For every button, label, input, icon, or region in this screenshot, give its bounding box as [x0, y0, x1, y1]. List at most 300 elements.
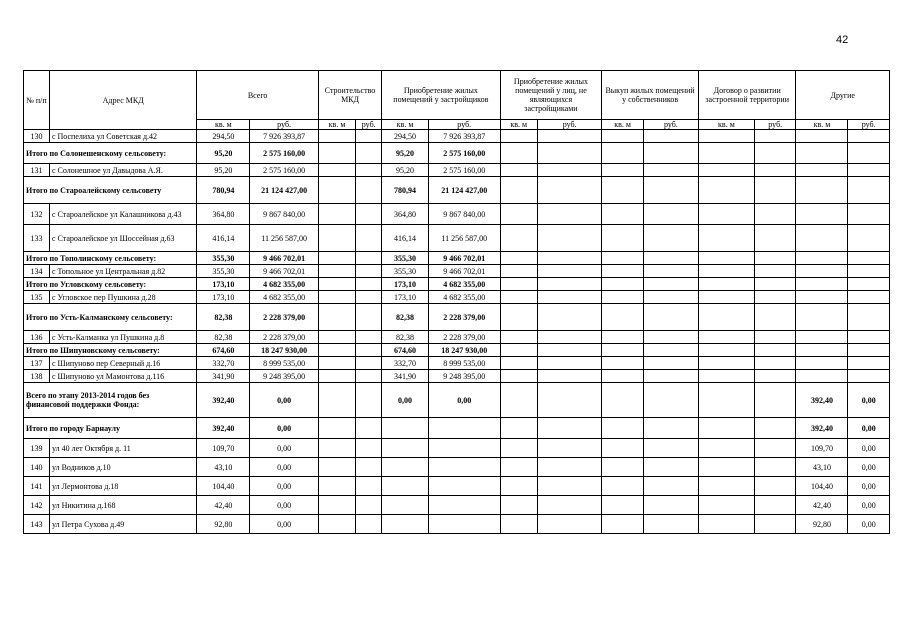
construction-area-cell: [318, 383, 355, 418]
address-cell: с Усть-Калманка ул Пушкина д.8: [49, 331, 196, 344]
other-rub-cell: [848, 357, 890, 370]
construction-rub-cell: [356, 331, 382, 344]
buyout-rub-cell: [643, 458, 698, 477]
other-rub-cell: [848, 291, 890, 304]
total-rub-cell: 2 228 379,00: [250, 331, 319, 344]
unit-rub: руб.: [428, 120, 500, 130]
unit-area: кв. м: [796, 120, 848, 130]
agreement-area-cell: [698, 515, 754, 534]
developer-rub-cell: 0,00: [428, 383, 500, 418]
total-rub-cell: 4 682 355,00: [250, 291, 319, 304]
non-developer-area-cell: [500, 477, 537, 496]
total-rub-cell: 21 124 427,00: [250, 177, 319, 204]
subtotal-label: Всего по этапу 2013-2014 годов без финансовой поддержки Фонда:: [24, 383, 197, 418]
subtotal-label: Итого по Усть-Калманскому сельсовету:: [24, 304, 197, 331]
developer-area-cell: 95,20: [382, 143, 429, 164]
subtotal-label: Итого по городу Барнаулу: [24, 418, 197, 439]
non-developer-rub-cell: [537, 304, 601, 331]
developer-area-cell: 95,20: [382, 164, 429, 177]
buyout-area-cell: [602, 344, 644, 357]
non-developer-rub-cell: [537, 225, 601, 252]
agreement-rub-cell: [754, 370, 796, 383]
other-rub-cell: [848, 164, 890, 177]
developer-area-cell: 674,60: [382, 344, 429, 357]
non-developer-area-cell: [500, 439, 537, 458]
buyout-area-cell: [602, 177, 644, 204]
other-area-cell: 109,70: [796, 439, 848, 458]
other-area-cell: [796, 265, 848, 278]
unit-rub: руб.: [356, 120, 382, 130]
address-cell: ул Лермонтова д.18: [49, 477, 196, 496]
total-area-cell: 42,40: [197, 496, 250, 515]
table-row: [24, 477, 890, 496]
total-area-cell: 95,20: [197, 164, 250, 177]
address-cell: с Поспелиха ул Советская д.42: [49, 130, 196, 143]
address-cell: с Шипуново ул Мамонтова д.116: [49, 370, 196, 383]
total-rub-cell: 9 466 702,01: [250, 252, 319, 265]
buyout-rub-cell: [643, 331, 698, 344]
header-address: Адрес МКД: [49, 71, 196, 130]
construction-area-cell: [318, 344, 355, 357]
developer-rub-cell: [428, 458, 500, 477]
total-rub-cell: 0,00: [250, 383, 319, 418]
non-developer-rub-cell: [537, 370, 601, 383]
subtotal-row: [24, 344, 890, 357]
address-cell: ул Водников д.10: [49, 458, 196, 477]
construction-rub-cell: [356, 439, 382, 458]
unit-area: кв. м: [318, 120, 355, 130]
developer-rub-cell: 4 682 355,00: [428, 278, 500, 291]
developer-area-cell: 82,38: [382, 331, 429, 344]
non-developer-area-cell: [500, 225, 537, 252]
unit-area: кв. м: [602, 120, 644, 130]
developer-area-cell: 355,30: [382, 265, 429, 278]
developer-rub-cell: [428, 477, 500, 496]
total-rub-cell: 0,00: [250, 418, 319, 439]
developer-rub-cell: 2 575 160,00: [428, 164, 500, 177]
agreement-rub-cell: [754, 225, 796, 252]
total-area-cell: 332,70: [197, 357, 250, 370]
developer-rub-cell: [428, 496, 500, 515]
unit-area: кв. м: [500, 120, 537, 130]
developer-area-cell: 294,50: [382, 130, 429, 143]
header-other: Другие: [796, 71, 890, 120]
table-row: [24, 265, 890, 278]
total-rub-cell: 0,00: [250, 458, 319, 477]
construction-area-cell: [318, 143, 355, 164]
non-developer-area-cell: [500, 357, 537, 370]
developer-rub-cell: 18 247 930,00: [428, 344, 500, 357]
total-area-cell: 294,50: [197, 130, 250, 143]
address-cell: с Топольное ул Центральная д.82: [49, 265, 196, 278]
buyout-area-cell: [602, 418, 644, 439]
developer-area-cell: 82,38: [382, 304, 429, 331]
buyout-rub-cell: [643, 304, 698, 331]
buyout-rub-cell: [643, 265, 698, 278]
total-area-cell: 355,30: [197, 265, 250, 278]
other-area-cell: [796, 357, 848, 370]
developer-area-cell: [382, 496, 429, 515]
developer-area-cell: [382, 515, 429, 534]
construction-rub-cell: [356, 291, 382, 304]
total-area-cell: 109,70: [197, 439, 250, 458]
buyout-rub-cell: [643, 439, 698, 458]
buyout-rub-cell: [643, 357, 698, 370]
developer-rub-cell: 2 228 379,00: [428, 331, 500, 344]
agreement-rub-cell: [754, 344, 796, 357]
construction-rub-cell: [356, 477, 382, 496]
agreement-area-cell: [698, 496, 754, 515]
other-rub-cell: 0,00: [848, 496, 890, 515]
buyout-area-cell: [602, 477, 644, 496]
developer-rub-cell: 4 682 355,00: [428, 291, 500, 304]
header-buyout: Выкуп жилых помещений у собственников: [602, 71, 699, 120]
construction-rub-cell: [356, 496, 382, 515]
other-area-cell: 92,80: [796, 515, 848, 534]
non-developer-area-cell: [500, 164, 537, 177]
non-developer-area-cell: [500, 265, 537, 278]
construction-area-cell: [318, 357, 355, 370]
construction-area-cell: [318, 252, 355, 265]
developer-area-cell: 416,14: [382, 225, 429, 252]
developer-area-cell: [382, 458, 429, 477]
row-number: 139: [24, 439, 50, 458]
page-number: 42: [836, 34, 849, 46]
buyout-rub-cell: [643, 225, 698, 252]
developer-area-cell: [382, 418, 429, 439]
agreement-area-cell: [698, 383, 754, 418]
agreement-area-cell: [698, 418, 754, 439]
other-rub-cell: [848, 265, 890, 278]
total-rub-cell: 2 575 160,00: [250, 143, 319, 164]
row-number: 130: [24, 130, 50, 143]
developer-rub-cell: 9 466 702,01: [428, 252, 500, 265]
agreement-rub-cell: [754, 177, 796, 204]
non-developer-rub-cell: [537, 143, 601, 164]
buyout-rub-cell: [643, 130, 698, 143]
buyout-area-cell: [602, 130, 644, 143]
developer-rub-cell: 9 867 840,00: [428, 204, 500, 225]
other-area-cell: 43,10: [796, 458, 848, 477]
row-number: 135: [24, 291, 50, 304]
agreement-area-cell: [698, 458, 754, 477]
non-developer-area-cell: [500, 304, 537, 331]
unit-rub: руб.: [643, 120, 698, 130]
developer-area-cell: [382, 439, 429, 458]
total-area-cell: 355,30: [197, 252, 250, 265]
construction-rub-cell: [356, 357, 382, 370]
total-rub-cell: 8 999 535,00: [250, 357, 319, 370]
unit-rub: руб.: [250, 120, 319, 130]
agreement-rub-cell: [754, 278, 796, 291]
table-row: [24, 331, 890, 344]
buyout-rub-cell: [643, 204, 698, 225]
construction-rub-cell: [356, 252, 382, 265]
construction-rub-cell: [356, 225, 382, 252]
buyout-rub-cell: [643, 143, 698, 164]
non-developer-rub-cell: [537, 130, 601, 143]
other-area-cell: [796, 370, 848, 383]
non-developer-area-cell: [500, 177, 537, 204]
construction-rub-cell: [356, 383, 382, 418]
other-area-cell: [796, 177, 848, 204]
buyout-area-cell: [602, 278, 644, 291]
table-row: [24, 458, 890, 477]
agreement-area-cell: [698, 439, 754, 458]
buyout-area-cell: [602, 458, 644, 477]
other-area-cell: 104,40: [796, 477, 848, 496]
other-rub-cell: [848, 370, 890, 383]
total-area-cell: 392,40: [197, 418, 250, 439]
header-acquisition-developers: Приобретение жилых помещений у застройщиков: [382, 71, 500, 120]
buyout-area-cell: [602, 439, 644, 458]
other-area-cell: [796, 130, 848, 143]
non-developer-area-cell: [500, 458, 537, 477]
total-area-cell: 82,38: [197, 331, 250, 344]
developer-rub-cell: 11 256 587,00: [428, 225, 500, 252]
unit-rub: руб.: [537, 120, 601, 130]
buyout-area-cell: [602, 291, 644, 304]
construction-rub-cell: [356, 265, 382, 278]
agreement-rub-cell: [754, 458, 796, 477]
subtotal-row: [24, 177, 890, 204]
construction-area-cell: [318, 439, 355, 458]
total-rub-cell: 0,00: [250, 515, 319, 534]
buyout-area-cell: [602, 204, 644, 225]
developer-area-cell: 173,10: [382, 291, 429, 304]
address-cell: с Староалейское ул Шоссейная д.63: [49, 225, 196, 252]
construction-rub-cell: [356, 143, 382, 164]
table-row: [24, 204, 890, 225]
other-area-cell: [796, 143, 848, 164]
agreement-area-cell: [698, 344, 754, 357]
other-area-cell: [796, 304, 848, 331]
construction-area-cell: [318, 130, 355, 143]
other-area-cell: [796, 164, 848, 177]
construction-area-cell: [318, 265, 355, 278]
address-cell: ул Никитина д.168: [49, 496, 196, 515]
other-rub-cell: 0,00: [848, 458, 890, 477]
developer-area-cell: 173,10: [382, 278, 429, 291]
total-rub-cell: 9 466 702,01: [250, 265, 319, 278]
address-cell: ул Петра Сухова д.49: [49, 515, 196, 534]
table-row: [24, 225, 890, 252]
row-number: 138: [24, 370, 50, 383]
header-acquisition-non-developers: Приобретение жилых помещений у лиц, не являющихся застройщиками: [500, 71, 602, 120]
non-developer-rub-cell: [537, 177, 601, 204]
total-area-cell: 674,60: [197, 344, 250, 357]
buyout-rub-cell: [643, 418, 698, 439]
agreement-rub-cell: [754, 143, 796, 164]
non-developer-rub-cell: [537, 252, 601, 265]
buyout-rub-cell: [643, 164, 698, 177]
agreement-rub-cell: [754, 130, 796, 143]
construction-rub-cell: [356, 515, 382, 534]
non-developer-area-cell: [500, 130, 537, 143]
construction-area-cell: [318, 458, 355, 477]
buyout-area-cell: [602, 164, 644, 177]
row-number: 142: [24, 496, 50, 515]
subtotal-label: Итого по Староалейскому сельсовету: [24, 177, 197, 204]
construction-area-cell: [318, 331, 355, 344]
table-row: [24, 370, 890, 383]
table-row: [24, 130, 890, 143]
agreement-area-cell: [698, 204, 754, 225]
non-developer-area-cell: [500, 291, 537, 304]
construction-area-cell: [318, 515, 355, 534]
developer-area-cell: [382, 477, 429, 496]
address-cell: с Шипуново пер Северный д.16: [49, 357, 196, 370]
other-rub-cell: [848, 204, 890, 225]
other-rub-cell: [848, 344, 890, 357]
agreement-area-cell: [698, 370, 754, 383]
subtotal-row: [24, 143, 890, 164]
agreement-rub-cell: [754, 252, 796, 265]
buyout-area-cell: [602, 143, 644, 164]
other-rub-cell: 0,00: [848, 477, 890, 496]
non-developer-rub-cell: [537, 439, 601, 458]
row-number: 133: [24, 225, 50, 252]
other-rub-cell: [848, 252, 890, 265]
total-rub-cell: 0,00: [250, 496, 319, 515]
table-row: [24, 357, 890, 370]
row-number: 141: [24, 477, 50, 496]
buyout-area-cell: [602, 383, 644, 418]
agreement-area-cell: [698, 357, 754, 370]
subtotal-row: [24, 252, 890, 265]
developer-rub-cell: 2 228 379,00: [428, 304, 500, 331]
buyout-rub-cell: [643, 477, 698, 496]
construction-area-cell: [318, 418, 355, 439]
total-rub-cell: 9 248 395,00: [250, 370, 319, 383]
agreement-rub-cell: [754, 304, 796, 331]
subtotal-label: Итого по Тополинскому сельсовету:: [24, 252, 197, 265]
developer-rub-cell: 9 248 395,00: [428, 370, 500, 383]
agreement-rub-cell: [754, 418, 796, 439]
subtotal-row: [24, 278, 890, 291]
total-area-cell: 104,40: [197, 477, 250, 496]
unit-area: кв. м: [382, 120, 429, 130]
other-rub-cell: [848, 143, 890, 164]
developer-area-cell: 332,70: [382, 357, 429, 370]
developer-rub-cell: 7 926 393,87: [428, 130, 500, 143]
non-developer-rub-cell: [537, 496, 601, 515]
total-rub-cell: 11 256 587,00: [250, 225, 319, 252]
non-developer-rub-cell: [537, 357, 601, 370]
total-rub-cell: 9 867 840,00: [250, 204, 319, 225]
other-rub-cell: [848, 304, 890, 331]
other-rub-cell: 0,00: [848, 515, 890, 534]
developer-area-cell: 780,94: [382, 177, 429, 204]
non-developer-rub-cell: [537, 278, 601, 291]
other-area-cell: [796, 278, 848, 291]
non-developer-rub-cell: [537, 204, 601, 225]
non-developer-rub-cell: [537, 458, 601, 477]
construction-rub-cell: [356, 130, 382, 143]
other-rub-cell: 0,00: [848, 383, 890, 418]
table-row: [24, 496, 890, 515]
row-number: 136: [24, 331, 50, 344]
table-row: [24, 164, 890, 177]
non-developer-rub-cell: [537, 477, 601, 496]
address-cell: ул 40 лет Октября д. 11: [49, 439, 196, 458]
non-developer-area-cell: [500, 278, 537, 291]
agreement-rub-cell: [754, 357, 796, 370]
non-developer-rub-cell: [537, 164, 601, 177]
non-developer-area-cell: [500, 331, 537, 344]
address-cell: с Староалейское ул Калашникова д.43: [49, 204, 196, 225]
buyout-area-cell: [602, 225, 644, 252]
header-construction: Строительство МКД: [318, 71, 381, 120]
developer-area-cell: 355,30: [382, 252, 429, 265]
non-developer-area-cell: [500, 515, 537, 534]
header-no: № п/п: [24, 71, 50, 130]
agreement-rub-cell: [754, 515, 796, 534]
agreement-area-cell: [698, 265, 754, 278]
housing-program-table: [23, 70, 890, 534]
non-developer-area-cell: [500, 496, 537, 515]
total-area-cell: 95,20: [197, 143, 250, 164]
agreement-rub-cell: [754, 291, 796, 304]
non-developer-rub-cell: [537, 515, 601, 534]
agreement-rub-cell: [754, 265, 796, 278]
agreement-area-cell: [698, 164, 754, 177]
non-developer-area-cell: [500, 252, 537, 265]
non-developer-area-cell: [500, 383, 537, 418]
non-developer-area-cell: [500, 370, 537, 383]
table-body: [24, 130, 890, 534]
header-row: [24, 71, 890, 120]
construction-rub-cell: [356, 204, 382, 225]
buyout-area-cell: [602, 357, 644, 370]
total-rub-cell: 0,00: [250, 439, 319, 458]
other-area-cell: [796, 331, 848, 344]
unit-area: кв. м: [197, 120, 250, 130]
subtotal-label: Итого по Угловскому сельсовету:: [24, 278, 197, 291]
other-area-cell: [796, 204, 848, 225]
unit-rub: руб.: [848, 120, 890, 130]
buyout-area-cell: [602, 265, 644, 278]
construction-area-cell: [318, 477, 355, 496]
construction-area-cell: [318, 370, 355, 383]
other-area-cell: [796, 344, 848, 357]
developer-rub-cell: [428, 515, 500, 534]
other-area-cell: [796, 252, 848, 265]
total-rub-cell: 2 575 160,00: [250, 164, 319, 177]
row-number: 137: [24, 357, 50, 370]
developer-rub-cell: 9 466 702,01: [428, 265, 500, 278]
non-developer-rub-cell: [537, 383, 601, 418]
table-row: [24, 515, 890, 534]
agreement-rub-cell: [754, 331, 796, 344]
row-number: 132: [24, 204, 50, 225]
other-area-cell: [796, 225, 848, 252]
buyout-rub-cell: [643, 370, 698, 383]
subtotal-row: [24, 304, 890, 331]
row-number: 143: [24, 515, 50, 534]
total-area-cell: 173,10: [197, 291, 250, 304]
construction-rub-cell: [356, 344, 382, 357]
agreement-rub-cell: [754, 204, 796, 225]
construction-rub-cell: [356, 370, 382, 383]
header-total: Всего: [197, 71, 318, 120]
construction-area-cell: [318, 304, 355, 331]
developer-rub-cell: 21 124 427,00: [428, 177, 500, 204]
construction-rub-cell: [356, 418, 382, 439]
row-number: 140: [24, 458, 50, 477]
construction-area-cell: [318, 164, 355, 177]
other-rub-cell: 0,00: [848, 439, 890, 458]
